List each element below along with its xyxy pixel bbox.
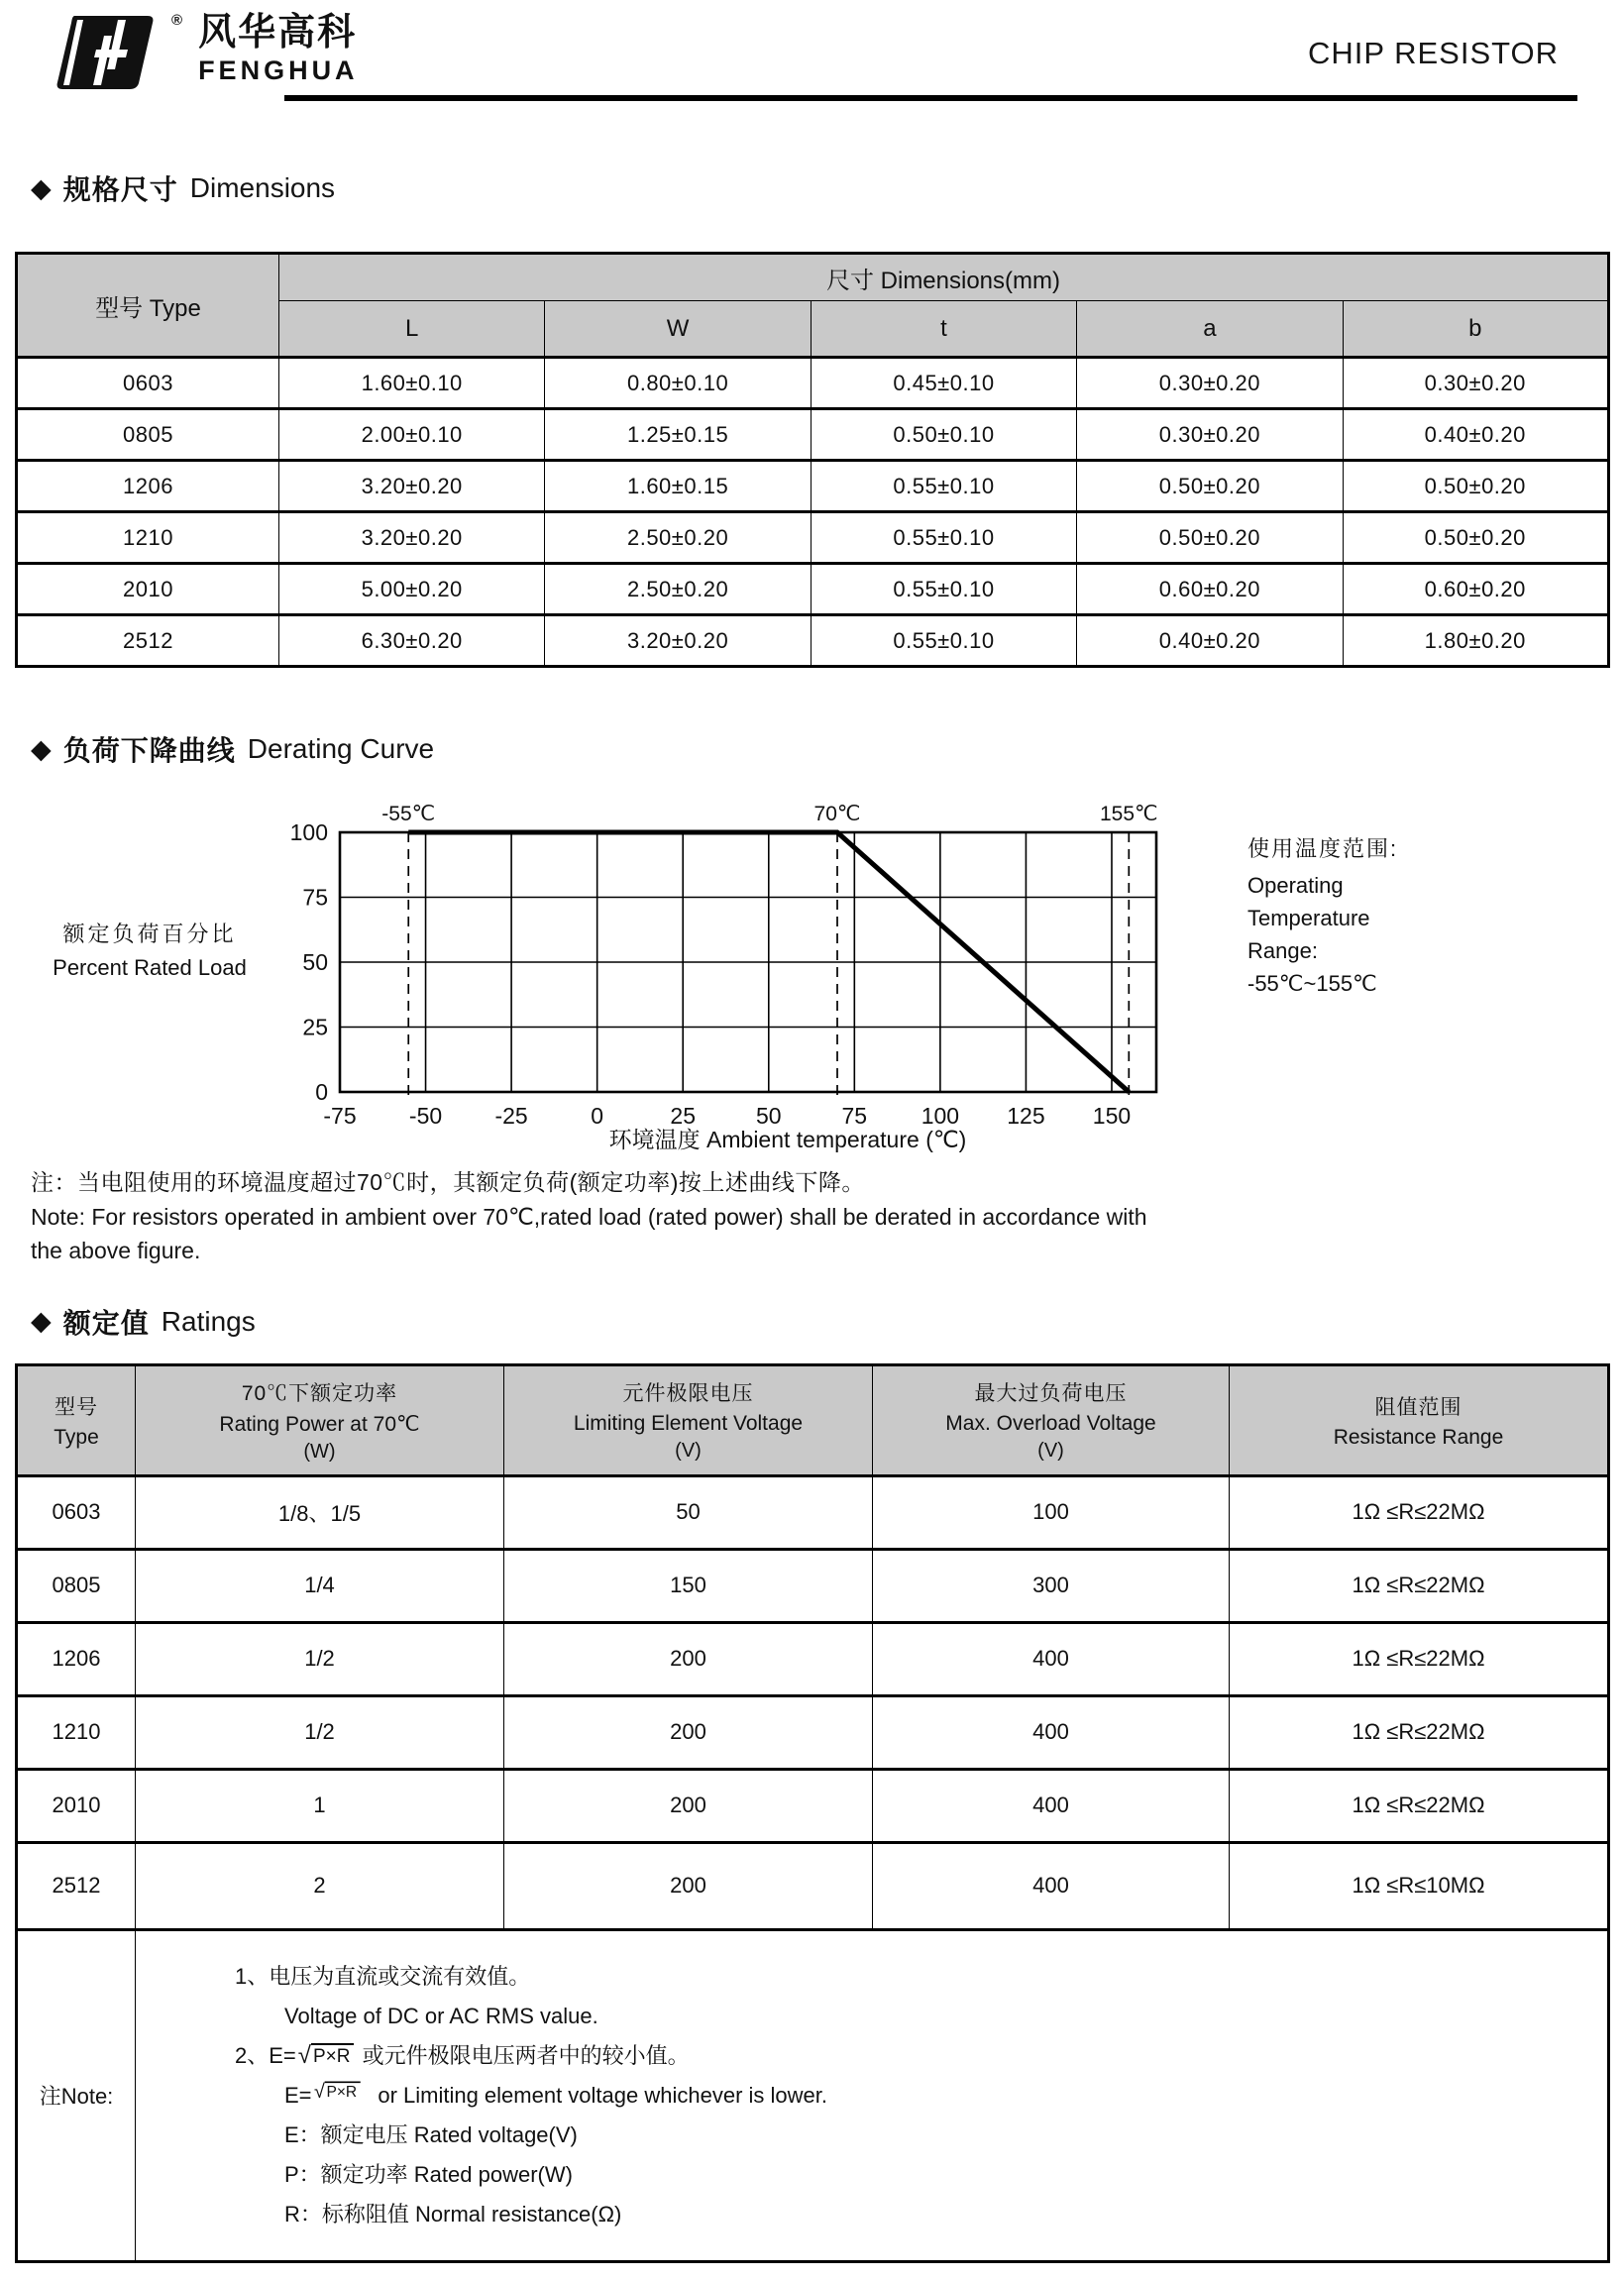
cell: 0603 xyxy=(17,1475,136,1549)
derating-note xyxy=(31,1165,1610,1268)
table-row xyxy=(17,615,1609,667)
x-tick-label: 75 xyxy=(841,1103,868,1129)
temp-range-line: Temperature xyxy=(1247,906,1370,930)
cell: 1210 xyxy=(17,512,279,564)
cell: 400 xyxy=(873,1695,1230,1769)
derating-note-en: the above figure. xyxy=(31,1238,201,1263)
cell: 3.20±0.20 xyxy=(279,461,545,512)
cell: 0.50±0.20 xyxy=(1343,512,1608,564)
sqrt-formula xyxy=(298,2043,355,2068)
marker-label: -55℃ xyxy=(381,803,436,825)
table-row xyxy=(17,1842,1609,1929)
x-tick-label: 50 xyxy=(755,1103,782,1129)
col-header-b: b xyxy=(1343,301,1608,358)
cell: 2010 xyxy=(17,1769,136,1842)
header-cn: 元件极限电压 xyxy=(622,1382,754,1405)
x-axis-title: 环境温度 Ambient temperature (℃) xyxy=(608,1127,967,1152)
cell: 0.40±0.20 xyxy=(1343,409,1608,461)
cell: 0.55±0.10 xyxy=(811,564,1076,615)
note-body xyxy=(136,1929,1609,2261)
registered-trademark: ® xyxy=(171,12,183,29)
cell: 200 xyxy=(504,1769,873,1842)
col-header-type: 型号 Type xyxy=(17,254,279,358)
table-row xyxy=(17,564,1609,615)
radical-sign: √ xyxy=(313,2080,325,2103)
col-header-overload-voltage xyxy=(873,1364,1230,1475)
formula-suffix-cn: 或元件极限电压两者中的较小值。 xyxy=(362,2042,690,2068)
cell: 0.50±0.10 xyxy=(811,409,1076,461)
radicand: P×R xyxy=(311,2043,355,2066)
header-cn: 最大过负荷电压 xyxy=(974,1382,1128,1405)
cell: 1.60±0.15 xyxy=(545,461,811,512)
cell: 5.00±0.20 xyxy=(279,564,545,615)
cell: 2 xyxy=(136,1842,504,1929)
cell: 50 xyxy=(504,1475,873,1549)
cell: 1/4 xyxy=(136,1549,504,1622)
note-label: 注Note: xyxy=(17,1929,136,2261)
header-en: Max. Overload Voltage xyxy=(945,1412,1156,1435)
section-title-en: Ratings xyxy=(161,1305,256,1337)
header-cn: 70℃下额定功率 xyxy=(241,1381,398,1405)
cell: 200 xyxy=(504,1842,873,1929)
cell: 0.55±0.10 xyxy=(811,512,1076,564)
col-header-W: W xyxy=(545,301,811,358)
brand-text xyxy=(198,14,359,86)
col-header-rating-power xyxy=(136,1364,504,1475)
cell: 1210 xyxy=(17,1695,136,1769)
y-tick-label: 25 xyxy=(302,1014,328,1040)
table-row xyxy=(17,409,1609,461)
derating-chart-block xyxy=(15,793,1610,1153)
cell: 0.80±0.10 xyxy=(545,358,811,409)
section-title-cn: 额定值 xyxy=(62,1307,150,1339)
note-line-2-en xyxy=(235,2076,1587,2116)
cell: 1206 xyxy=(17,461,279,512)
cell: 1 xyxy=(136,1769,504,1842)
x-tick-label: 0 xyxy=(591,1103,604,1129)
cell: 0805 xyxy=(17,1549,136,1622)
note-line-1-cn: 1、电压为直流或交流有效值。 xyxy=(235,1963,531,1989)
dimensions-table xyxy=(15,252,1610,668)
header-en: Resistance Range xyxy=(1333,1425,1504,1449)
cell: 2.00±0.10 xyxy=(279,409,545,461)
cell: 0.30±0.20 xyxy=(1077,358,1343,409)
note-def-R: R：标称阻值 Normal resistance(Ω) xyxy=(284,2201,622,2227)
radicand: P×R xyxy=(324,2081,360,2100)
operating-temp-range-note xyxy=(1247,832,1398,1153)
table-row xyxy=(17,1622,1609,1695)
cell: 1/2 xyxy=(136,1622,504,1695)
header-unit: (V) xyxy=(675,1440,702,1462)
section-title-ratings xyxy=(31,1302,1610,1342)
cell: 0603 xyxy=(17,358,279,409)
table-row xyxy=(17,461,1609,512)
table-row xyxy=(17,512,1609,564)
section-title-derating xyxy=(31,729,1610,769)
header-en: Rating Power at 70℃ xyxy=(219,1412,420,1436)
cell: 0.55±0.10 xyxy=(811,615,1076,667)
document-title: CHIP RESISTOR xyxy=(1307,36,1559,70)
chart-y-axis-label xyxy=(15,918,284,1153)
header-unit: (W) xyxy=(303,1440,336,1463)
cell: 0805 xyxy=(17,409,279,461)
cell: 300 xyxy=(873,1549,1230,1622)
cell: 1Ω ≤R≤22MΩ xyxy=(1230,1769,1609,1842)
col-header-L: L xyxy=(279,301,545,358)
temp-range-line: -55℃~155℃ xyxy=(1247,971,1377,996)
section-title-cn: 负荷下降曲线 xyxy=(62,735,236,766)
col-header-resistance-range xyxy=(1230,1364,1609,1475)
diamond-icon: ◆ xyxy=(31,172,52,203)
cell: 0.30±0.20 xyxy=(1077,409,1343,461)
cell: 1.80±0.20 xyxy=(1343,615,1608,667)
header-cn: 阻值范围 xyxy=(1374,1395,1462,1419)
section-title-dimensions xyxy=(31,168,1610,208)
table-row xyxy=(17,358,1609,409)
cell: 1Ω ≤R≤22MΩ xyxy=(1230,1695,1609,1769)
x-tick-label: 125 xyxy=(1007,1103,1045,1129)
section-title-en: Derating Curve xyxy=(247,733,435,764)
header-rule xyxy=(284,95,1577,101)
x-tick-label: -75 xyxy=(323,1103,357,1129)
col-header-type xyxy=(17,1364,136,1475)
table-row xyxy=(17,1475,1609,1549)
cell: 400 xyxy=(873,1842,1230,1929)
x-tick-label: 25 xyxy=(670,1103,697,1129)
table-row xyxy=(17,1549,1609,1622)
cell: 100 xyxy=(873,1475,1230,1549)
page-header xyxy=(15,10,1610,105)
y-tick-label: 0 xyxy=(315,1079,328,1105)
note-line-1-en: Voltage of DC or AC RMS value. xyxy=(284,2003,598,2028)
cell: 3.20±0.20 xyxy=(545,615,811,667)
cell: 200 xyxy=(504,1695,873,1769)
x-tick-label: 150 xyxy=(1092,1103,1132,1129)
fenghua-logo xyxy=(53,14,359,91)
marker-label: 155℃ xyxy=(1099,803,1158,825)
col-group-dimensions: 尺寸 Dimensions(mm) xyxy=(279,254,1609,301)
cell: 2.50±0.20 xyxy=(545,564,811,615)
col-header-a: a xyxy=(1077,301,1343,358)
diamond-icon: ◆ xyxy=(31,733,52,764)
cell: 0.45±0.10 xyxy=(811,358,1076,409)
cell: 1206 xyxy=(17,1622,136,1695)
cell: 1Ω ≤R≤22MΩ xyxy=(1230,1622,1609,1695)
cell: 0.60±0.20 xyxy=(1077,564,1343,615)
cell: 1.25±0.15 xyxy=(545,409,811,461)
note-line-2-cn xyxy=(235,2036,1587,2076)
x-tick-label: 100 xyxy=(920,1103,960,1129)
formula-suffix-en: or Limiting element voltage whichever is lower. xyxy=(378,2082,827,2108)
derating-note-en: Note: For resistors operated in ambient over 70℃,rated load (rated power) shall be derated in accordance with xyxy=(31,1203,1147,1230)
note-def-E: E：额定电压 Rated voltage(V) xyxy=(284,2121,578,2147)
cell: 0.30±0.20 xyxy=(1343,358,1608,409)
radical-sign: √ xyxy=(297,2041,311,2069)
cell: 2512 xyxy=(17,1842,136,1929)
ratings-table xyxy=(15,1363,1610,2263)
cell: 1.60±0.10 xyxy=(279,358,545,409)
cell: 6.30±0.20 xyxy=(279,615,545,667)
header-cn: 型号 xyxy=(54,1395,98,1419)
cell: 1/2 xyxy=(136,1695,504,1769)
section-title-cn: 规格尺寸 xyxy=(62,174,178,205)
section-title-en: Dimensions xyxy=(189,172,336,203)
diamond-icon: ◆ xyxy=(31,1306,52,1336)
table-row xyxy=(17,1769,1609,1842)
cell: 400 xyxy=(873,1622,1230,1695)
fenghua-logo-icon xyxy=(53,14,169,91)
cell: 1Ω ≤R≤10MΩ xyxy=(1230,1842,1609,1929)
header-en: Type xyxy=(54,1425,99,1449)
y-label-en: Percent Rated Load xyxy=(53,955,247,980)
cell: 0.50±0.20 xyxy=(1077,512,1343,564)
cell: 1/8、1/5 xyxy=(136,1475,504,1549)
header-en: Limiting Element Voltage xyxy=(573,1412,804,1435)
cell: 2512 xyxy=(17,615,279,667)
cell: 150 xyxy=(504,1549,873,1622)
temp-range-line: Range: xyxy=(1247,938,1318,963)
y-tick-label: 75 xyxy=(302,884,328,911)
formula-prefix: E= xyxy=(284,2082,312,2108)
col-header-t: t xyxy=(811,301,1076,358)
brand-name-en: FENGHUA xyxy=(198,54,359,85)
cell: 2010 xyxy=(17,564,279,615)
y-tick-label: 100 xyxy=(289,819,328,845)
cell: 0.60±0.20 xyxy=(1343,564,1608,615)
sqrt-formula xyxy=(314,2081,360,2102)
temp-range-line: Operating xyxy=(1247,873,1344,898)
brand-name-cn: 风华高科 xyxy=(198,12,358,54)
formula-prefix: 2、E= xyxy=(235,2042,296,2068)
y-label-cn: 额定负荷百分比 xyxy=(62,922,237,946)
derating-note-cn: 注：当电阻使用的环境温度超过70℃时，其额定负荷(额定功率)按上述曲线下降。 xyxy=(31,1169,865,1195)
temp-range-cn: 使用温度范围: xyxy=(1247,836,1399,861)
x-tick-label: -50 xyxy=(408,1103,443,1129)
cell: 0.50±0.20 xyxy=(1077,461,1343,512)
cell: 3.20±0.20 xyxy=(279,512,545,564)
notes-row xyxy=(17,1929,1609,2261)
x-tick-label: -25 xyxy=(494,1103,528,1129)
cell: 1Ω ≤R≤22MΩ xyxy=(1230,1549,1609,1622)
header-unit: (V) xyxy=(1037,1440,1064,1462)
cell: 0.55±0.10 xyxy=(811,461,1076,512)
note-def-P: P：额定功率 Rated power(W) xyxy=(284,2161,573,2187)
cell: 200 xyxy=(504,1622,873,1695)
cell: 0.40±0.20 xyxy=(1077,615,1343,667)
cell: 1Ω ≤R≤22MΩ xyxy=(1230,1475,1609,1549)
cell: 0.50±0.20 xyxy=(1343,461,1608,512)
cell: 2.50±0.20 xyxy=(545,512,811,564)
cell: 400 xyxy=(873,1769,1230,1842)
table-row xyxy=(17,1695,1609,1769)
col-header-limiting-voltage xyxy=(504,1364,873,1475)
y-tick-label: 50 xyxy=(302,949,328,975)
derating-curve-chart xyxy=(284,793,1182,1153)
marker-label: 70℃ xyxy=(813,803,861,825)
